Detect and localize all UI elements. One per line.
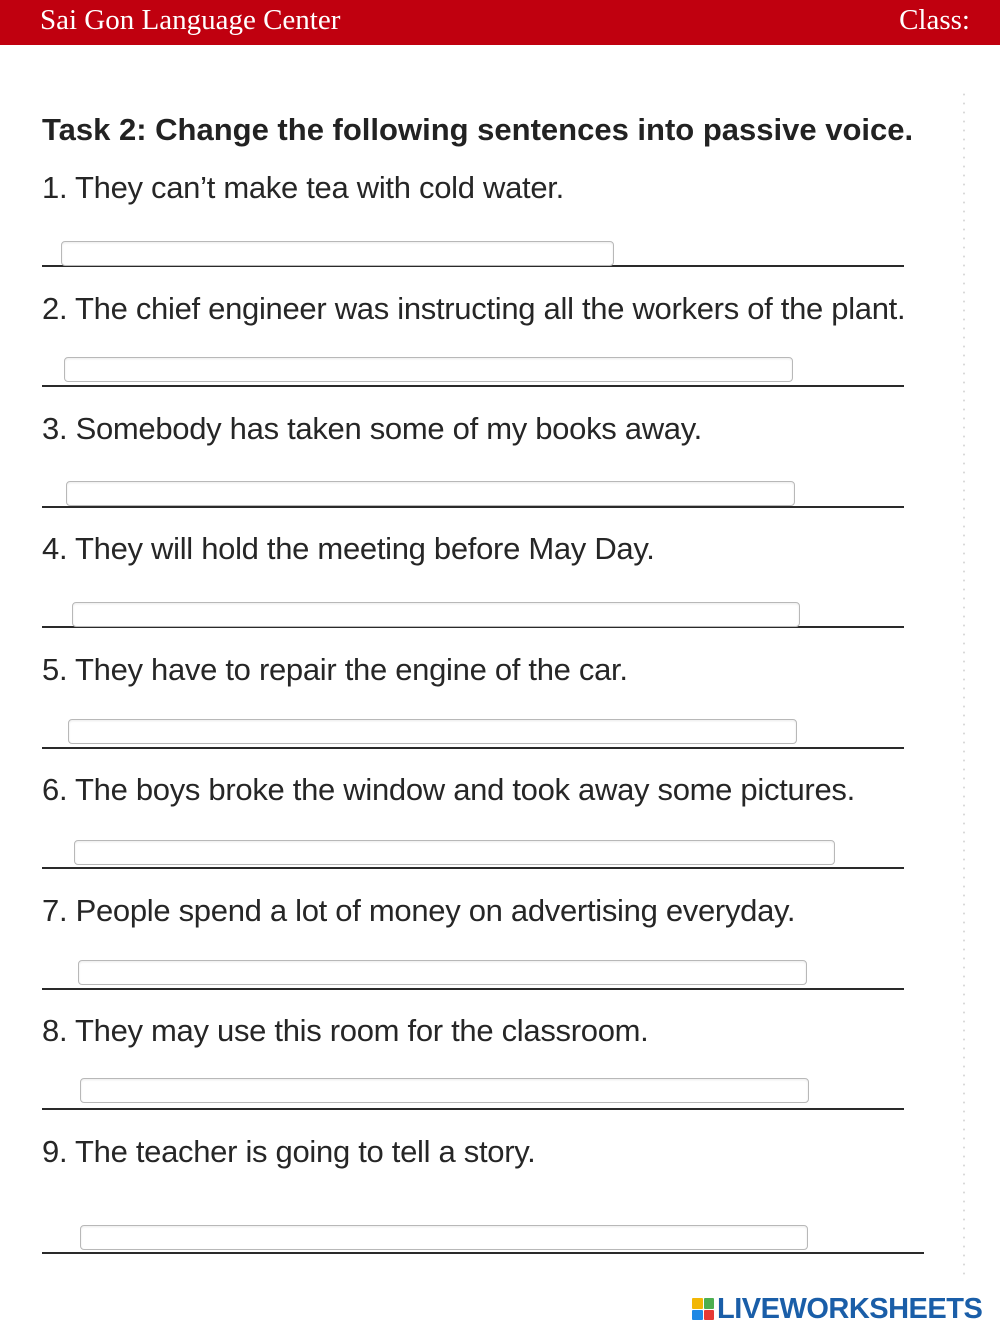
question-5: 5. They have to repair the engine of the car.	[42, 652, 628, 687]
question-9: 9. The teacher is going to tell a story.	[42, 1134, 536, 1169]
answer-input-8[interactable]	[80, 1078, 809, 1103]
question-2: 2. The chief engineer was instructing all the workers of the plant.	[42, 291, 906, 326]
header-bar	[0, 0, 1000, 45]
logo-text: LIVEWORKSHEETS	[717, 1292, 983, 1325]
center-name: Sai Gon Language Center	[40, 4, 341, 36]
answer-input-6[interactable]	[74, 840, 835, 865]
answer-input-3[interactable]	[66, 481, 795, 506]
answer-input-2[interactable]	[64, 357, 793, 382]
answer-line-9	[42, 1252, 924, 1254]
logo-square-4	[704, 1310, 715, 1321]
task-title: Task 2: Change the following sentences into passive voice.	[42, 112, 914, 147]
logo-square-3	[692, 1310, 703, 1321]
answer-line-6	[42, 867, 904, 869]
answer-input-5[interactable]	[68, 719, 797, 744]
answer-line-7	[42, 988, 904, 990]
question-8: 8. They may use this room for the classroom.	[42, 1013, 649, 1048]
question-3: 3. Somebody has taken some of my books away.	[42, 411, 702, 446]
logo-square-1	[692, 1298, 703, 1309]
answer-line-3	[42, 506, 904, 508]
answer-line-2	[42, 385, 904, 387]
answer-input-7[interactable]	[78, 960, 807, 985]
answer-line-5	[42, 747, 904, 749]
question-1: 1. They can’t make tea with cold water.	[42, 170, 564, 205]
logo-square-2	[704, 1298, 715, 1309]
question-7: 7. People spend a lot of money on advertising everyday.	[42, 893, 796, 928]
class-label: Class:	[899, 4, 970, 36]
liveworksheets-logo-icon	[692, 1298, 714, 1320]
decorative-dot-column	[960, 90, 968, 1280]
answer-input-4[interactable]	[72, 602, 800, 627]
liveworksheets-logo	[692, 1294, 982, 1324]
answer-input-1[interactable]	[61, 241, 614, 266]
answer-line-8	[42, 1108, 904, 1110]
answer-input-9[interactable]	[80, 1225, 808, 1250]
question-6: 6. The boys broke the window and took away some pictures.	[42, 772, 855, 807]
question-4: 4. They will hold the meeting before May Day.	[42, 531, 655, 566]
